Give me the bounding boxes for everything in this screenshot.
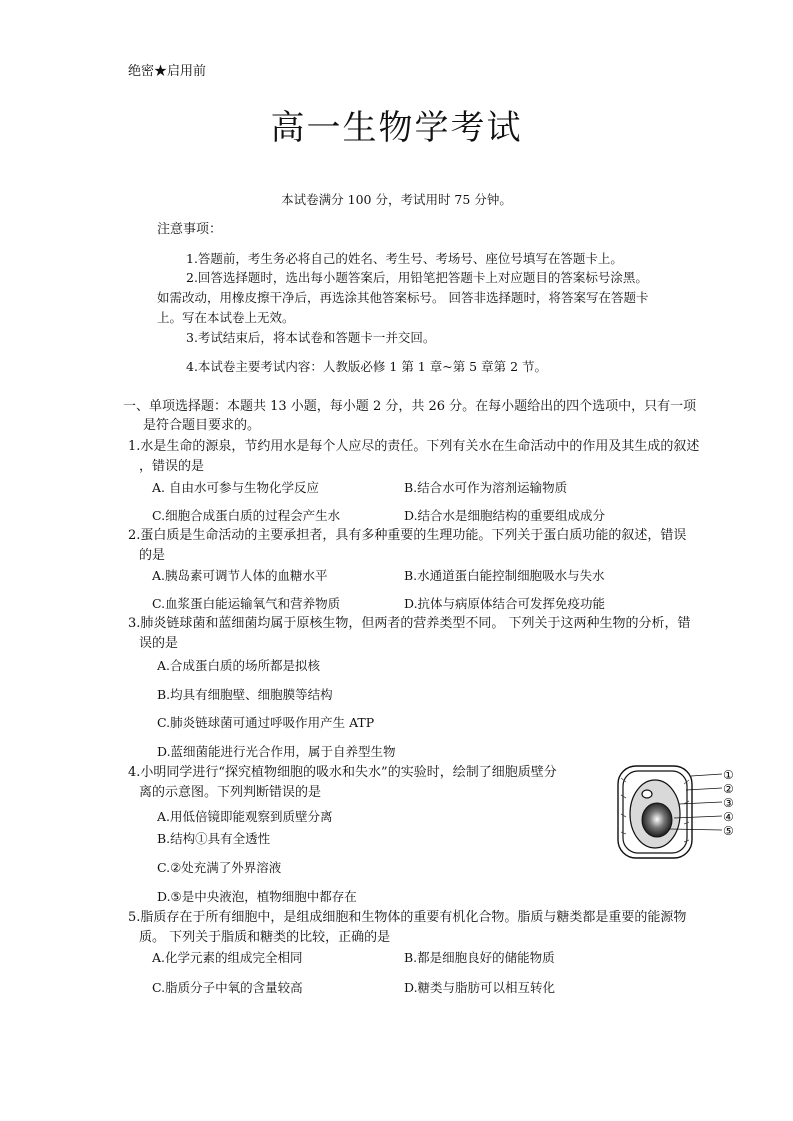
question-3-option-d: D.蓝细菌能进行光合作用，属于自养型生物 bbox=[157, 744, 396, 759]
figure-label-4: ④ bbox=[723, 810, 734, 824]
question-3-option-a: A.合成蛋白质的场所都是拟核 bbox=[157, 658, 321, 673]
question-5-option-c: C.脂质分子中氧的含量较高 bbox=[152, 980, 303, 995]
question-2-option-c: C.血浆蛋白能运输氧气和营养物质 bbox=[152, 596, 341, 611]
question-3-stem-line-2: 误的是 bbox=[139, 636, 179, 651]
question-1-option-b: B.结合水可作为溶剂运输物质 bbox=[404, 480, 568, 495]
question-5-option-a: A.化学元素的组成完全相同 bbox=[152, 950, 303, 965]
question-3-option-b: B.均具有细胞壁、细胞膜等结构 bbox=[157, 687, 333, 702]
central-vacuole bbox=[642, 803, 672, 837]
figure-label-3: ③ bbox=[723, 796, 734, 810]
question-3-stem-line-1: 3.肺炎链球菌和蓝细菌均属于原核生物，但两者的营养类型不同。 下列关于这两种生物的分析，错 bbox=[128, 616, 691, 631]
question-5-option-d: D.糖类与脂肪可以相互转化 bbox=[404, 980, 556, 995]
question-1-stem-line-1: 1.水是生命的源泉，节约用水是每个人应尽的责任。下列有关水在生命活动中的作用及其生成的叙述 bbox=[128, 439, 700, 454]
page-title: 高一生物学考试 bbox=[270, 108, 523, 148]
notice-item-4: 4.本试卷主要考试内容：人教版必修 1 第 1 章~第 5 章第 2 节。 bbox=[186, 359, 547, 374]
question-1-option-a: A. 自由水可参与生物化学反应 bbox=[152, 480, 319, 495]
label-line-4 bbox=[674, 816, 722, 818]
question-5-stem-line-1: 5.脂质存在于所有细胞中，是组成细胞和生物体的重要有机化合物。脂质与糖类都是重要的能源物 bbox=[128, 910, 687, 925]
notice-item-2-line-3: 上。写在本试卷上无效。 bbox=[157, 310, 295, 325]
question-1-stem-line-2: ，错误的是 bbox=[139, 459, 205, 474]
question-2-option-d: D.抗体与病原体结合可发挥免疫功能 bbox=[404, 596, 606, 611]
notice-item-1: 1.答题前，考生务必将自己的姓名、考生号、考场号、座位号填写在答题卡上。 bbox=[186, 251, 623, 266]
question-2-stem-line-2: 的是 bbox=[139, 548, 166, 563]
question-5-stem-line-2: 质。 下列关于脂质和糖类的比较，正确的是 bbox=[139, 930, 391, 945]
question-4-option-b: B.结构①具有全透性 bbox=[157, 831, 271, 846]
notice-item-2-line-1: 2.回答选择题时，选出每小题答案后，用铅笔把答题卡上对应题目的答案标号涂黑。 bbox=[186, 270, 648, 285]
question-2-stem-line-1: 2.蛋白质是生命活动的主要承担者，具有多种重要的生理功能。下列关于蛋白质功能的叙述，错误 bbox=[128, 528, 687, 543]
figure-label-2: ② bbox=[723, 782, 734, 796]
question-2-option-a: A.胰岛素可调节人体的血糖水平 bbox=[152, 568, 328, 583]
plasmolysis-cell-figure bbox=[612, 762, 742, 862]
question-4-option-d: D.⑤是中央液泡，植物细胞中都存在 bbox=[157, 889, 357, 904]
figure-label-5: ⑤ bbox=[723, 824, 734, 838]
notice-item-2-line-2: 如需改动，用橡皮擦干净后，再选涂其他答案标号。 回答非选择题时，将答案写在答题卡 bbox=[157, 290, 649, 305]
notice-heading: 注意事项： bbox=[157, 222, 223, 237]
question-1-option-d: D.结合水是细胞结构的重要组成成分 bbox=[404, 508, 606, 523]
label-line-1 bbox=[691, 774, 722, 776]
figure-label-1: ① bbox=[723, 768, 734, 782]
question-3-option-c: C.肺炎链球菌可通过呼吸作用产生 ATP bbox=[157, 715, 375, 730]
question-5-option-b: B.都是细胞良好的储能物质 bbox=[404, 950, 555, 965]
question-4-option-a: A.用低倍镜即能观察到质壁分离 bbox=[157, 809, 333, 824]
secret-label: 绝密★启用前 bbox=[128, 64, 207, 79]
nucleus bbox=[642, 790, 652, 798]
question-4-option-c: C.②处充满了外界溶液 bbox=[157, 860, 282, 875]
notice-item-3: 3.考试结束后，将本试卷和答题卡一并交回。 bbox=[186, 330, 436, 345]
question-1-option-c: C.细胞合成蛋白质的过程会产生水 bbox=[152, 508, 341, 523]
question-4-stem-line-2: 离的示意图。下列判断错误的是 bbox=[139, 785, 322, 800]
question-4-stem-line-1: 4.小明同学进行“探究植物细胞的吸水和失水”的实验时，绘制了细胞质壁分 bbox=[128, 765, 557, 780]
question-2-option-b: B.水通道蛋白能控制细胞吸水与失水 bbox=[404, 568, 605, 583]
section-heading-line-1: 一、单项选择题：本题共 13 小题，每小题 2 分，共 26 分。在每小题给出的四个选项中，只有一项 bbox=[123, 399, 697, 414]
section-heading-line-2: 是符合题目要求的。 bbox=[143, 418, 261, 433]
score-info: 本试卷满分 100 分，考试用时 75 分钟。 bbox=[281, 192, 512, 207]
